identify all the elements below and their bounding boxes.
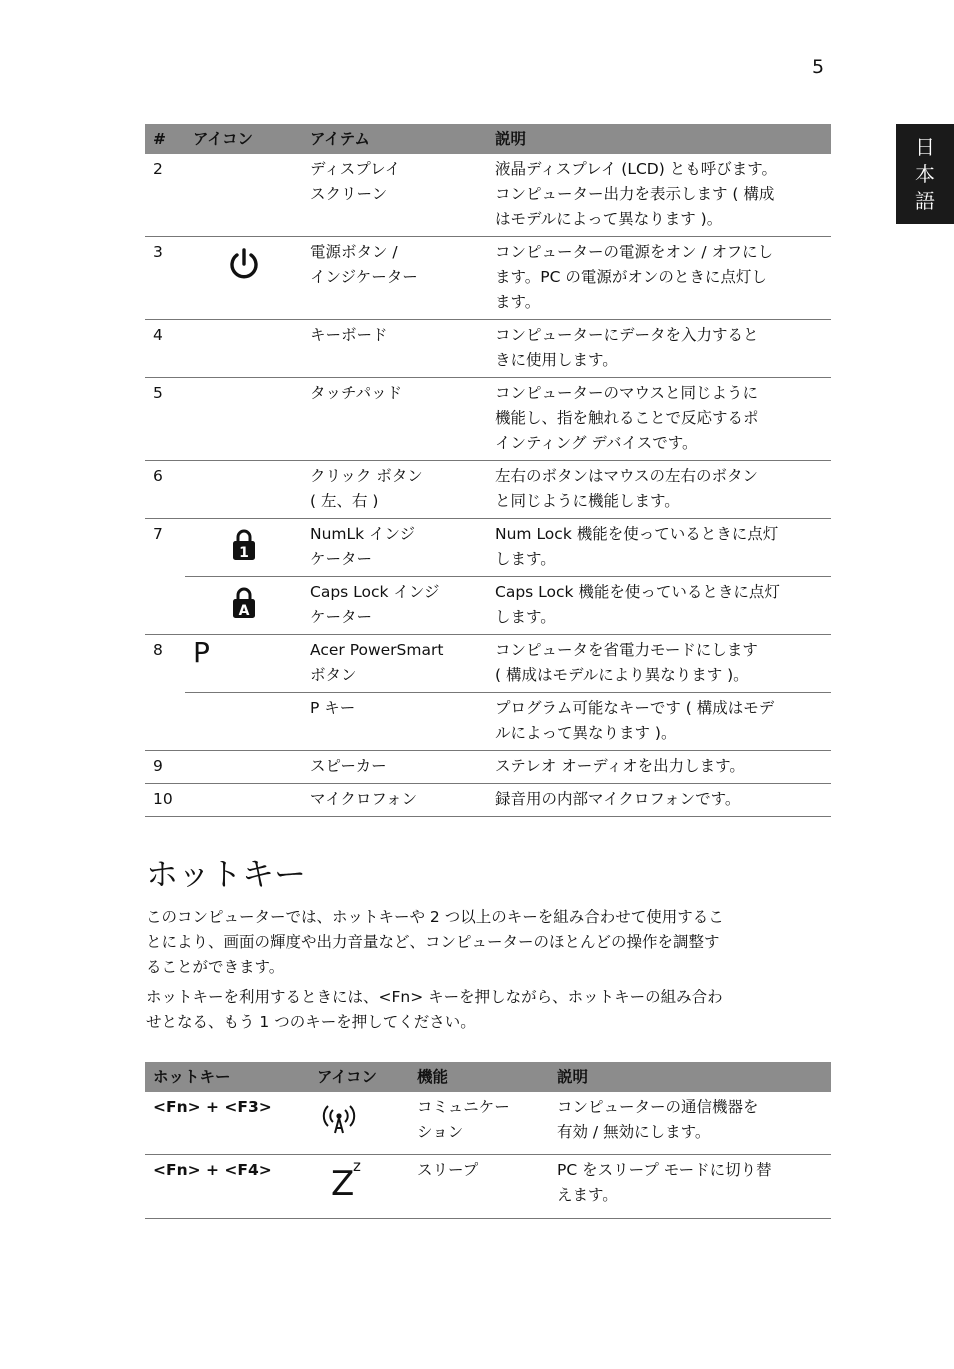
table-row — [145, 635, 831, 693]
table-row — [145, 519, 831, 577]
row-item: マイクロフォン — [310, 790, 418, 808]
table-row — [145, 751, 831, 784]
svg-text:A: A — [238, 603, 249, 619]
header-function: 機能 — [409, 1062, 549, 1092]
header-num: # — [145, 124, 185, 154]
table-row — [145, 784, 831, 817]
hotkey-combo: <Fn> + <F3> — [153, 1098, 272, 1116]
table-row — [145, 320, 831, 378]
row-desc: プログラム可能なキーです ( 構成はモデ ルによって異なります )。 — [495, 699, 775, 742]
sleep-icon: Z z — [331, 1156, 361, 1204]
row-icon — [309, 1154, 409, 1218]
row-icon — [185, 378, 302, 461]
language-tab-char: 日 — [915, 134, 935, 159]
language-tab — [896, 124, 954, 224]
hotkeys-table — [145, 1062, 831, 1219]
row-desc: Num Lock 機能を使っているときに点灯 します。 — [487, 519, 831, 577]
row-item: NumLk インジ ケーター — [302, 519, 487, 577]
header-desc: 説明 — [487, 124, 831, 154]
header-icon: アイコン — [185, 124, 302, 154]
row-function: スリープ — [417, 1160, 479, 1179]
row-desc: 録音用の内部マイクロフォンです。 — [495, 790, 741, 808]
section-title: ホットキー — [146, 855, 307, 893]
row-desc: 左右のボタンはマウスの左右のボタン と同じように機能します。 — [495, 467, 759, 510]
row-item: タッチパッド — [310, 384, 403, 402]
row-icon — [309, 1092, 409, 1154]
table-row — [145, 154, 831, 237]
row-item: Acer PowerSmart ボタン — [302, 635, 487, 693]
header-icon: アイコン — [309, 1062, 409, 1092]
powersmart-p-icon: P — [193, 636, 210, 669]
row-item: スピーカー — [310, 757, 387, 775]
paragraph: ホットキーを利用するときには、<Fn> キーを押しながら、ホットキーの組み合わ せとなる、もう 1 つのキーを押してください。 — [146, 988, 723, 1031]
row-desc: 液晶ディスプレイ (LCD) とも呼びます。 コンピューター出力を表示します ( 構成 はモデルによって異なります )。 — [495, 160, 777, 228]
row-num: 3 — [153, 243, 163, 261]
row-num: 2 — [153, 160, 163, 178]
row-icon — [185, 320, 302, 378]
paragraph: このコンピューターでは、ホットキーや 2 つ以上のキーを組み合わせて使用するこ とにより、画面の輝度や出力音量など、コンピューターのほとんどの操作を調整す ることができます。 — [146, 908, 724, 976]
header-item: アイテム — [302, 124, 487, 154]
row-icon — [185, 693, 302, 751]
table-row — [145, 693, 831, 751]
row-icon — [185, 577, 302, 635]
table-header-row — [145, 1062, 831, 1092]
row-num: 6 — [153, 467, 163, 485]
row-item: Caps Lock インジ ケーター — [310, 583, 440, 626]
row-desc: コンピューターのマウスと同じように 機能し、指を触れることで反応するポ インティング デバイスです。 — [495, 384, 759, 452]
row-desc: PC をスリープ モードに切り替 えます。 — [557, 1160, 772, 1204]
row-num: 9 — [153, 757, 163, 775]
language-tab-char: 語 — [915, 188, 935, 213]
row-icon — [185, 461, 302, 519]
hotkey-combo: <Fn> + <F4> — [153, 1160, 272, 1179]
wireless-icon — [319, 1103, 359, 1137]
row-icon — [185, 519, 302, 577]
header-desc: 説明 — [549, 1062, 831, 1092]
language-tab-char: 本 — [915, 161, 935, 186]
row-icon — [185, 635, 302, 693]
row-num: 4 — [153, 326, 163, 344]
table-row — [145, 577, 831, 635]
row-item: ディスプレイ スクリーン — [310, 160, 401, 203]
row-icon — [185, 237, 302, 320]
row-icon — [185, 154, 302, 237]
row-num: 8 — [145, 635, 185, 751]
row-function: コミュニケー ション — [417, 1098, 510, 1141]
table-row — [145, 461, 831, 519]
row-desc: Caps Lock 機能を使っているときに点灯 します。 — [495, 583, 780, 626]
row-item: クリック ボタン ( 左、右 ) — [310, 467, 423, 510]
table-row — [145, 237, 831, 320]
row-num: 7 — [145, 519, 185, 635]
row-num: 10 — [153, 790, 173, 808]
table-row — [145, 1092, 831, 1154]
row-desc: コンピューターにデータを入力すると きに使用します。 — [495, 326, 759, 369]
table-header-row — [145, 124, 831, 154]
table-row — [145, 1154, 831, 1218]
row-icon — [185, 784, 302, 817]
row-desc: コンピューターの電源をオン / オフにし ます。PC の電源がオンのときに点灯し ます。 — [495, 243, 774, 311]
table-row — [145, 378, 831, 461]
row-num: 5 — [153, 384, 163, 402]
row-desc: コンピューターの通信機器を 有効 / 無効にします。 — [557, 1098, 759, 1141]
row-item: 電源ボタン / インジケーター — [310, 243, 418, 286]
numlock-icon — [231, 528, 257, 562]
page-number: 5 — [812, 56, 825, 78]
row-desc: ステレオ オーディオを出力します。 — [495, 757, 745, 775]
header-hotkey: ホットキー — [145, 1062, 309, 1092]
row-item: キーボード — [310, 326, 388, 344]
power-icon — [226, 246, 262, 282]
components-table — [145, 124, 831, 817]
svg-text:1: 1 — [238, 545, 249, 561]
row-item: P キー — [310, 699, 356, 717]
capslock-icon — [231, 586, 257, 620]
row-desc: コンピュータを省電力モードにします ( 構成はモデルにより異なります )。 — [487, 635, 831, 693]
row-icon — [185, 751, 302, 784]
